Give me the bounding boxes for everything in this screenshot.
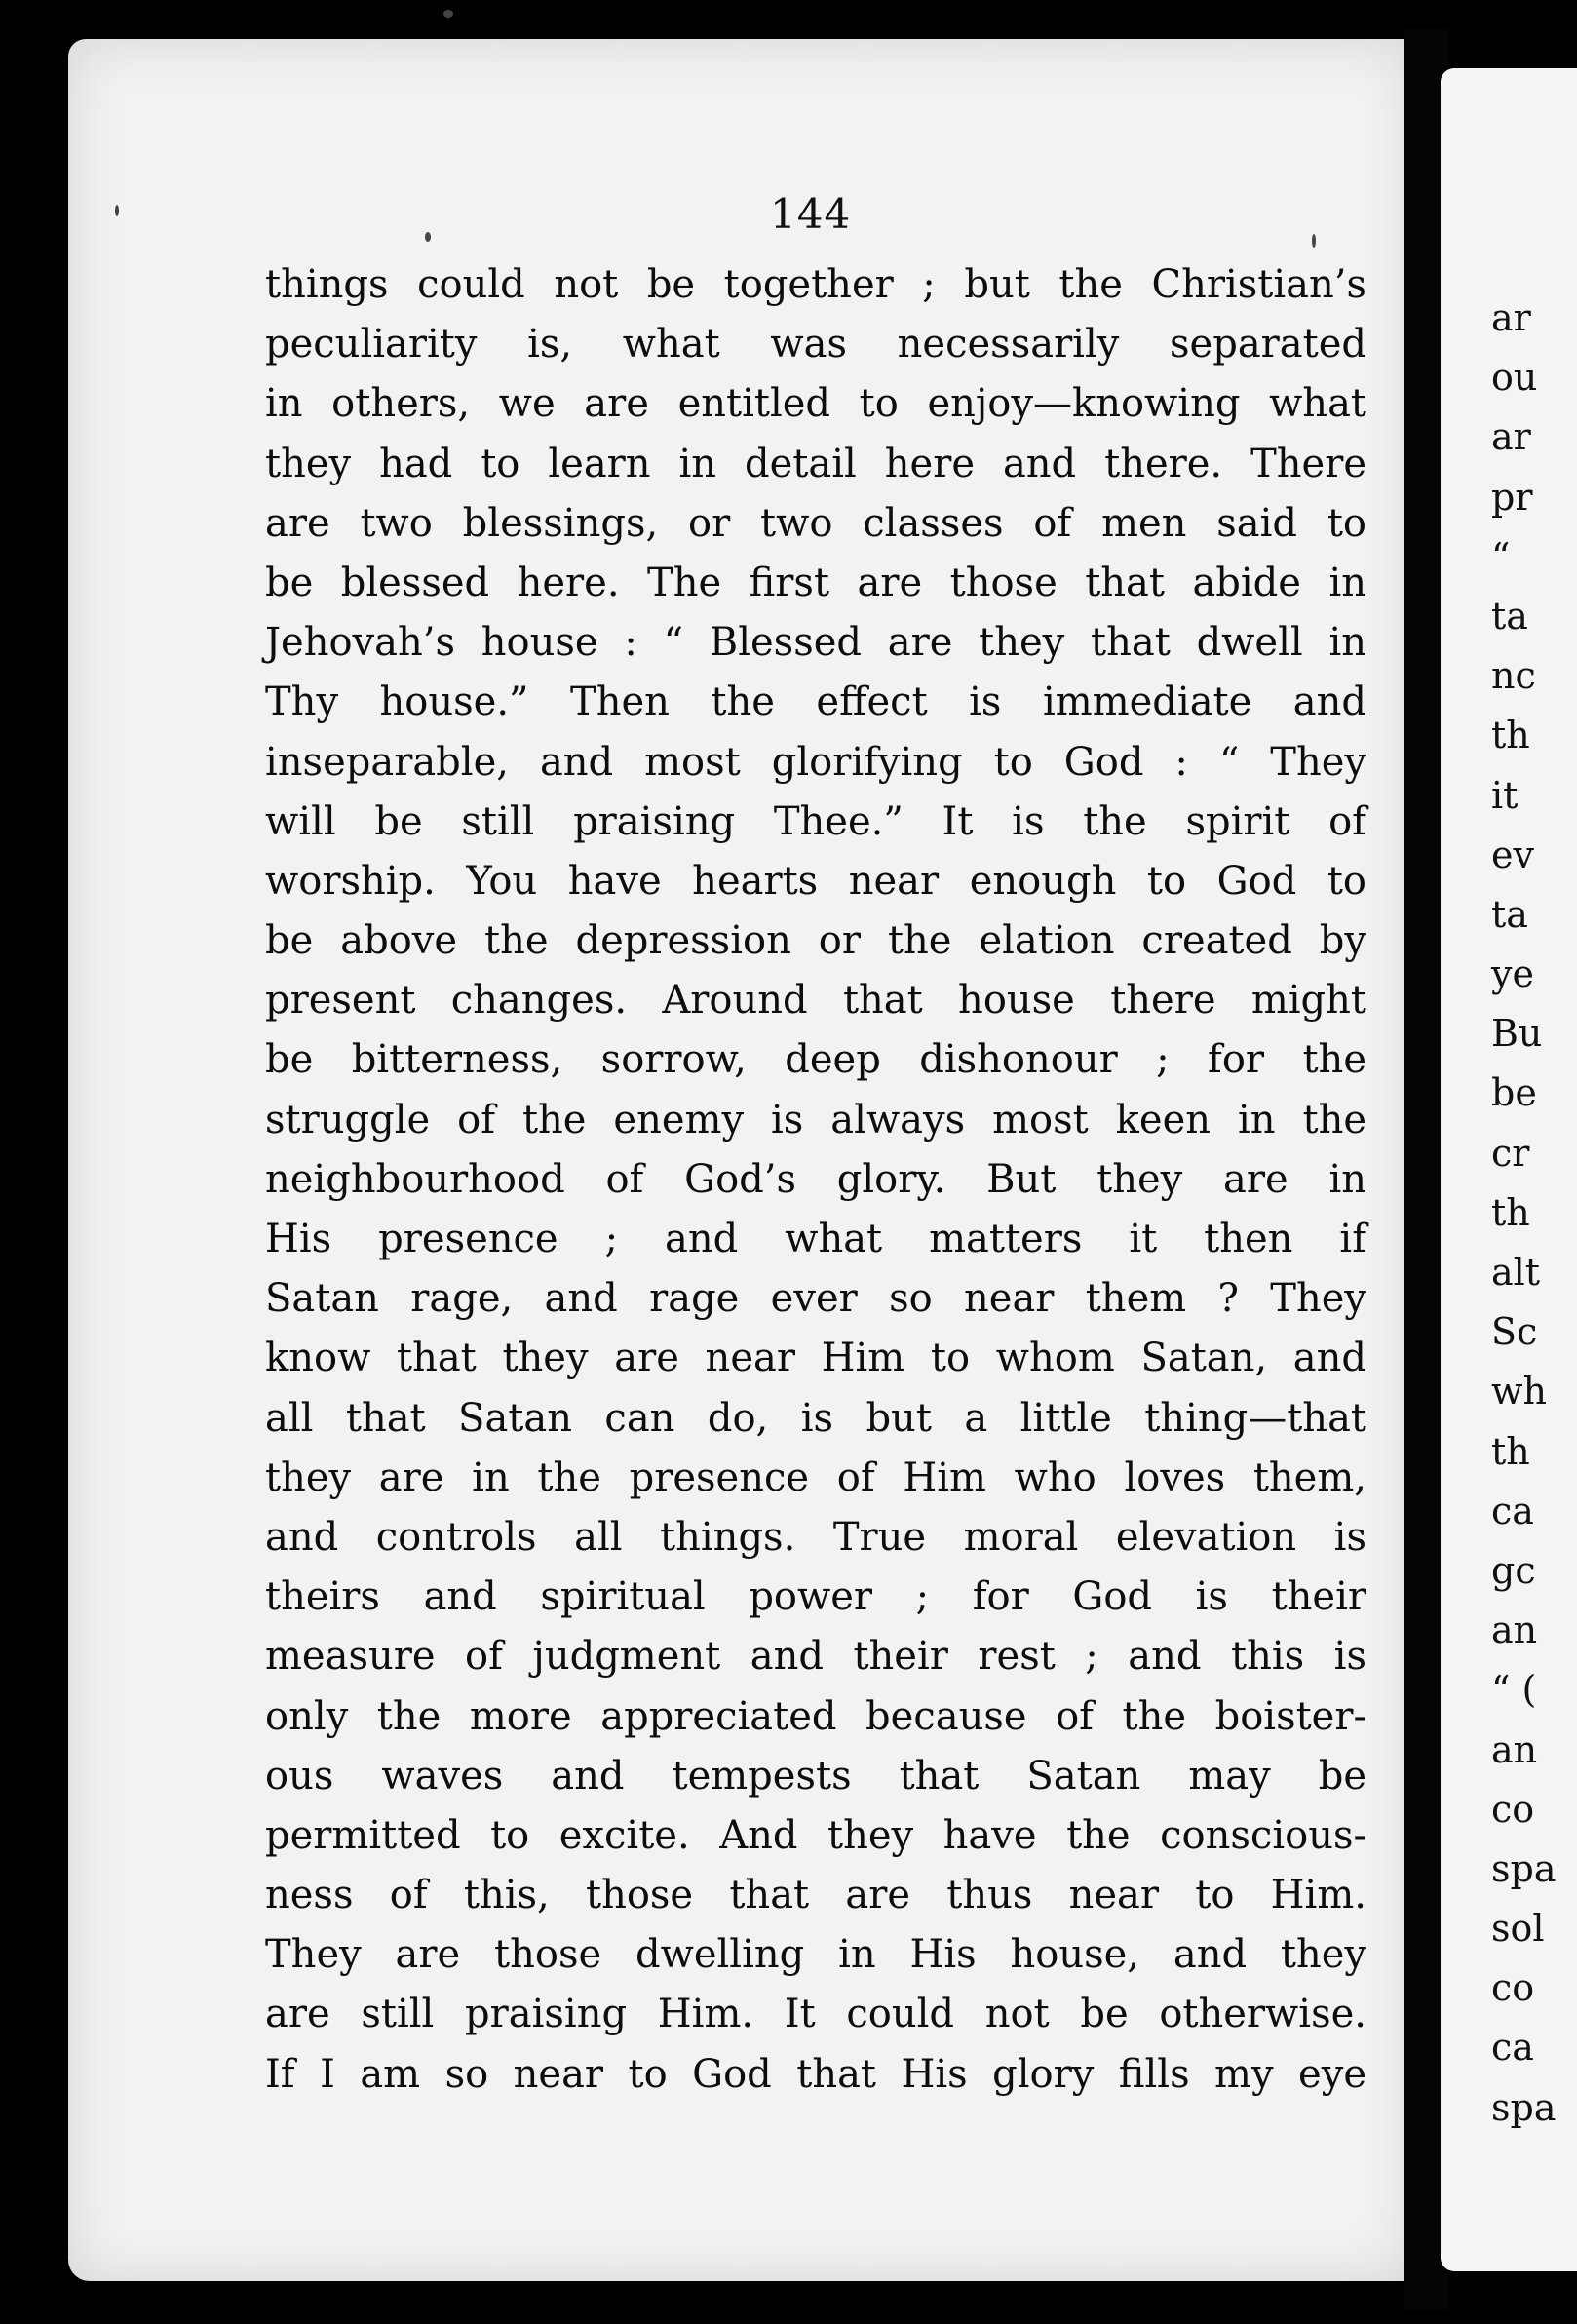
facing-page-fragment: “ (: [1491, 1668, 1537, 1712]
facing-page-fragment: ta: [1491, 594, 1528, 638]
facing-page-fragment: ou: [1491, 356, 1538, 400]
facing-page-fragment: ca: [1491, 1489, 1534, 1532]
facing-page-fragment: wh: [1491, 1370, 1547, 1414]
facing-page-fragment: th: [1491, 1190, 1530, 1234]
facing-page-fragment: be: [1491, 1071, 1537, 1115]
text-line: Jehovah’s house : “ Blessed are they that dwell in: [265, 620, 1366, 666]
text-line: things could not be together ; but the Christian’s: [265, 262, 1366, 307]
page-body-text: [265, 255, 1366, 2105]
text-line: know that they are near Him to whom Satan, and: [265, 1336, 1366, 1381]
facing-page-fragment: ar: [1491, 296, 1531, 339]
ink-speck: [1312, 234, 1316, 248]
text-line: in others, we are entitled to enjoy—knowing what: [265, 381, 1366, 427]
text-line: Thy house.” Then the effect is immediate and: [265, 679, 1366, 725]
facing-page-fragment: an: [1491, 1727, 1538, 1771]
text-line: they had to learn in detail here and there. There: [265, 441, 1366, 486]
text-line: present changes. Around that house there might: [265, 978, 1366, 1024]
text-line: will be still praising Thee.” It is the spirit of: [265, 798, 1366, 844]
facing-page-fragment: gc: [1491, 1548, 1536, 1592]
text-line: His presence ; and what matters it then if: [265, 1217, 1366, 1261]
text-line: and controls all things. True moral elevation is: [265, 1514, 1366, 1560]
facing-page-fragment: spa: [1491, 1846, 1557, 1890]
text-line: theirs and spiritual power ; for God is their: [265, 1574, 1366, 1620]
text-line: peculiarity is, what was necessarily separated: [265, 322, 1366, 368]
ink-speck: [115, 205, 119, 216]
facing-page-fragment: “: [1491, 534, 1511, 578]
text-line: only the more appreciated because of the boister-: [265, 1693, 1366, 1739]
text-line: be bitterness, sorrow, deep dishonour ; for the: [265, 1037, 1366, 1083]
text-line: be above the depression or the elation created by: [265, 918, 1366, 964]
facing-page-fragment: cr: [1491, 1131, 1530, 1175]
facing-page-fragment: an: [1491, 1608, 1538, 1652]
facing-page-fragment: spa: [1491, 2085, 1557, 2129]
facing-page-fragment: co: [1491, 1787, 1535, 1831]
facing-page-fragment: ar: [1491, 415, 1531, 459]
facing-page-fragment: pr: [1491, 475, 1533, 519]
text-line: inseparable, and most glorifying to God : “ They: [265, 739, 1366, 785]
text-line: worship. You have hearts near enough to God to: [265, 858, 1366, 904]
facing-page-fragment: ye: [1491, 952, 1534, 996]
facing-page-fragment: Bu: [1491, 1012, 1543, 1056]
text-line: ous waves and tempests that Satan may be: [265, 1753, 1366, 1799]
text-line: permitted to excite. And they have the conscious-: [265, 1812, 1366, 1858]
facing-page-fragment: ta: [1491, 892, 1528, 936]
text-line: are two blessings, or two classes of men said to: [265, 500, 1366, 546]
ink-speck: [425, 232, 431, 242]
facing-page-fragment: sol: [1491, 1907, 1545, 1951]
facing-page-fragment: alt: [1491, 1251, 1541, 1294]
ink-speck: [443, 10, 453, 18]
facing-page-text: [1491, 289, 1556, 2138]
text-line: struggle of the enemy is always most keen in the: [265, 1097, 1366, 1143]
text-line: they are in the presence of Him who loves them,: [265, 1454, 1366, 1500]
facing-page-fragment: it: [1491, 773, 1519, 817]
text-line: be blessed here. The first are those that abide in: [265, 560, 1366, 605]
text-line: They are those dwelling in His house, and they: [265, 1932, 1366, 1978]
facing-page-fragment: th: [1491, 714, 1530, 757]
facing-page-fragment: ev: [1491, 833, 1534, 876]
text-line: Satan rage, and rage ever so near them ? They: [265, 1276, 1366, 1322]
text-line: ness of this, those that are thus near to Him.: [265, 1873, 1366, 1918]
facing-page-fragment: co: [1491, 1966, 1535, 2010]
text-line: neighbourhood of God’s glory. But they are in: [265, 1156, 1366, 1202]
facing-page-fragment: th: [1491, 1429, 1530, 1473]
facing-page-fragment: ca: [1491, 2026, 1534, 2070]
text-line: are still praising Him. It could not be otherwise.: [265, 1992, 1366, 2037]
text-line: measure of judgment and their rest ; and this is: [265, 1634, 1366, 1680]
facing-page-fragment: nc: [1491, 654, 1536, 698]
text-line: If I am so near to God that His glory fills my eye: [265, 2051, 1366, 2097]
page-number: 144: [770, 190, 852, 238]
text-line: all that Satan can do, is but a little thing—that: [265, 1395, 1366, 1441]
facing-page-fragment: Sc: [1491, 1310, 1538, 1354]
